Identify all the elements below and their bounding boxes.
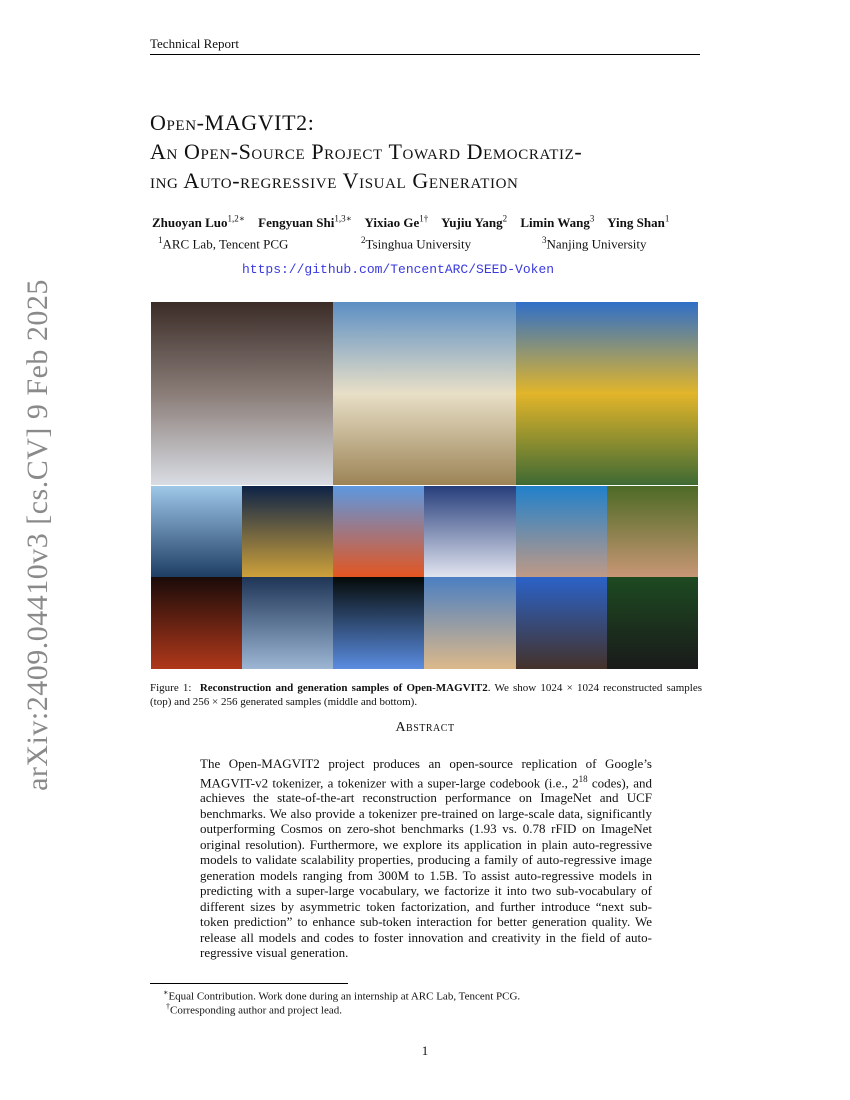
affiliation: $^1$ARC Lab, Tencent PCG — [158, 235, 289, 252]
autumn-lake-photo — [516, 302, 699, 485]
project-url-link[interactable]: https://github.com/TencentARC/SEED-Voken — [242, 262, 555, 277]
arxiv-stamp: arXiv:2409.04410v3 [cs.CV] 9 Feb 2025 — [21, 279, 54, 791]
footnote-equal-contribution: ∗Equal Contribution. Work done during an internship at ARC Lab, Tencent PCG. — [163, 988, 521, 1003]
page-number: 1 — [421, 1043, 429, 1058]
author: Yujiu Yang$^2$ — [441, 214, 508, 231]
hot-air-balloon-photo — [333, 486, 425, 578]
author: Yixiao $Ge^{1\dagger}$ — [364, 214, 429, 231]
soap-bubble-photo — [333, 577, 425, 669]
affiliation: $^2$Tsinghua University — [361, 235, 472, 252]
black-swan-photo — [607, 577, 699, 669]
figure-caption: Figure 1: Reconstruction and generation samples of Open-MAGVIT2. We show 1024 × 1024 reconstructed samples (top) and 256 × 256 generated samples (middle and bottom). — [150, 682, 702, 708]
author: Limin Wang$^3$ — [520, 214, 595, 231]
ship-sea-photo — [151, 486, 243, 578]
title-line-3: ing Auto-regressive Visual Generation — [150, 168, 519, 193]
footnote-rule — [150, 983, 348, 984]
footnote-corresponding-author: †Corresponding author and project lead. — [166, 1002, 342, 1017]
header-rule — [150, 54, 700, 55]
author-list — [152, 214, 669, 231]
coastline-photo — [424, 577, 516, 669]
perfume-bottle-photo — [242, 577, 334, 669]
paper-title — [150, 108, 710, 195]
author: Ying Shan$^1$ — [607, 214, 670, 231]
beach-dunes-photo — [333, 302, 516, 485]
mushroom-photo — [607, 486, 699, 578]
author: Zhuoyan Luo$^{1,2∗}$ — [152, 214, 245, 231]
author: Fengyuan Shi$^{1,3∗}$ — [258, 214, 352, 231]
affiliation: $^3$Nanjing University — [542, 235, 647, 252]
abstract-text: The Open-MAGVIT2 project produces an open-source replication of Google’s MAGVIT-v2 tokenizer, a tokenizer with a super-large codebook (i.e., $2^{18}$ codes), and achieves the state-of-the-art reconstruction performance on ImageNet and UCF benchmarks. We also provide a tokenizer pre-trained on large-scale data, significantly outperforming Cosmos on zero-shot benchmarks (1.93 vs. 0.78 rFID on ImageNet original resolution). Furthermore, we explore its application in plain auto-regressive models to validate scalability properties, producing a family of auto-regressive image generation models ranging from 300M to 1.5B. To assist auto-regressive models in predicting with a super-large vocabulary, we factorize it into two sub-vocabulary of different sizes by asymmetric token factorization, and further introduce “next sub-token prediction” to enhance sub-token interaction for better generation quality. We release all models and codes to foster innovation and creativity in the field of auto-regressive visual generation. — [200, 756, 652, 961]
running-header: Technical Report — [150, 36, 239, 51]
building-photo — [151, 302, 334, 485]
coral-reef-photo — [516, 486, 608, 578]
lighthouse-photo — [424, 486, 516, 578]
title-line-2: An Open-Source Project Toward Democratiz- — [150, 139, 583, 164]
title-line-1: Open-MAGVIT2: — [150, 110, 315, 135]
wine-glass-photo — [151, 577, 243, 669]
fountain-photo — [242, 486, 334, 578]
volcano-photo — [516, 577, 608, 669]
abstract-heading: Abstract — [395, 720, 455, 735]
